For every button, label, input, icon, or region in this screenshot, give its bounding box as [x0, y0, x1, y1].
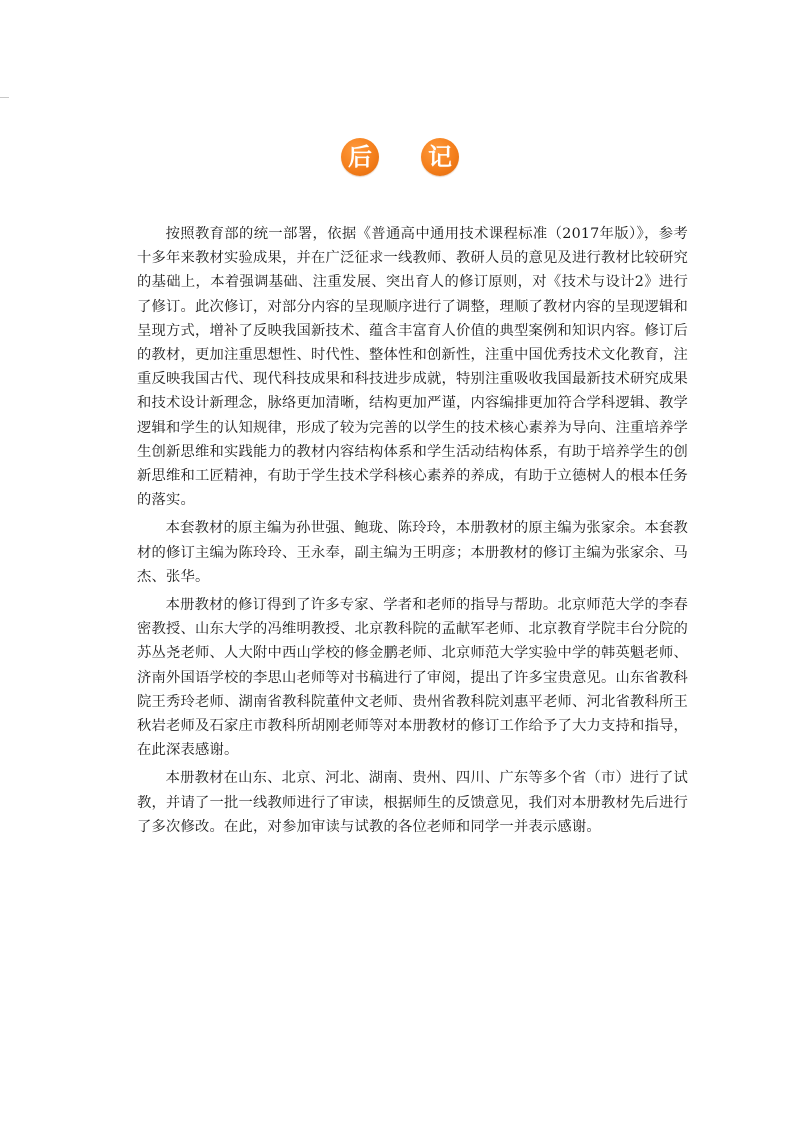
paragraph-editors: 本套教材的原主编为孙世强、鲍珑、陈玲玲，本册教材的原主编为张家余。本套教材的修订主编为陈玲玲、王永奉，副主编为王明彦；本册教材的修订主编为张家余、马杰、张华。 — [137, 520, 688, 585]
paragraph-acknowledgements: 本册教材的修订得到了许多专家、学者和老师的指导与帮助。北京师范大学的李春密教授、山东大学的冯维明教授、北京教科院的孟献军老师、北京教育学院丰台分院的苏丛尧老师、人大附中西山学校的修金鹏老师、北京师范大学实验中学的韩英魁老师、济南外国语学校的李思山老师等对书稿进行了审阅，提出了许多宝贵意见。山东省教科院王秀玲老师、湖南省教科院董仲文老师、贵州省教科院刘惠平老师、河北省教科所王秋岩老师及石家庄市教科所胡刚老师等对本册教材的修订工作给予了大力支持和指导，在此深表感谢。 — [137, 597, 688, 759]
afterword-body — [137, 222, 688, 843]
page-edge-mark — [0, 97, 9, 98]
paragraph-trial-teaching: 本册教材在山东、北京、河北、湖南、贵州、四川、广东等多个省（市）进行了试教，并请了一批一线教师进行了审读，根据师生的反馈意见，我们对本册教材先后进行了多次修改。在此，对参加审读与试教的各位老师和同学一并表示感谢。 — [137, 770, 688, 835]
title-char-2: 记 — [421, 138, 459, 176]
page-title — [0, 138, 800, 178]
title-char-1: 后 — [341, 138, 379, 176]
paragraph-revision-overview: 按照教育部的统一部署，依据《普通高中通用技术课程标准（2017年版）》，参考十多年来教材实验成果，并在广泛征求一线教师、教研人员的意见及进行教材比较研究的基础上，本着强调基础、注重发展、突出育人的修订原则，对《技术与设计2》进行了修订。此次修订，对部分内容的呈现顺序进行了调整，理顺了教材内容的呈现逻辑和呈现方式，增补了反映我国新技术、蕴含丰富育人价值的典型案例和知识内容。修订后的教材，更加注重思想性、时代性、整体性和创新性，注重中国优秀技术文化教育，注重反映我国古代、现代科技成果和科技进步成就，特别注重吸收我国最新技术研究成果和技术设计新理念，脉络更加清晰，结构更加严谨，内容编排更加符合学科逻辑、教学逻辑和学生的认知规律，形成了较为完善的以学生的技术核心素养为导向、注重培养学生创新思维和实践能力的教材内容结构体系和学生活动结构体系，有助于培养学生的创新思维和工匠精神，有助于学生技术学科核心素养的养成，有助于立德树人的根本任务的落实。 — [137, 226, 688, 509]
